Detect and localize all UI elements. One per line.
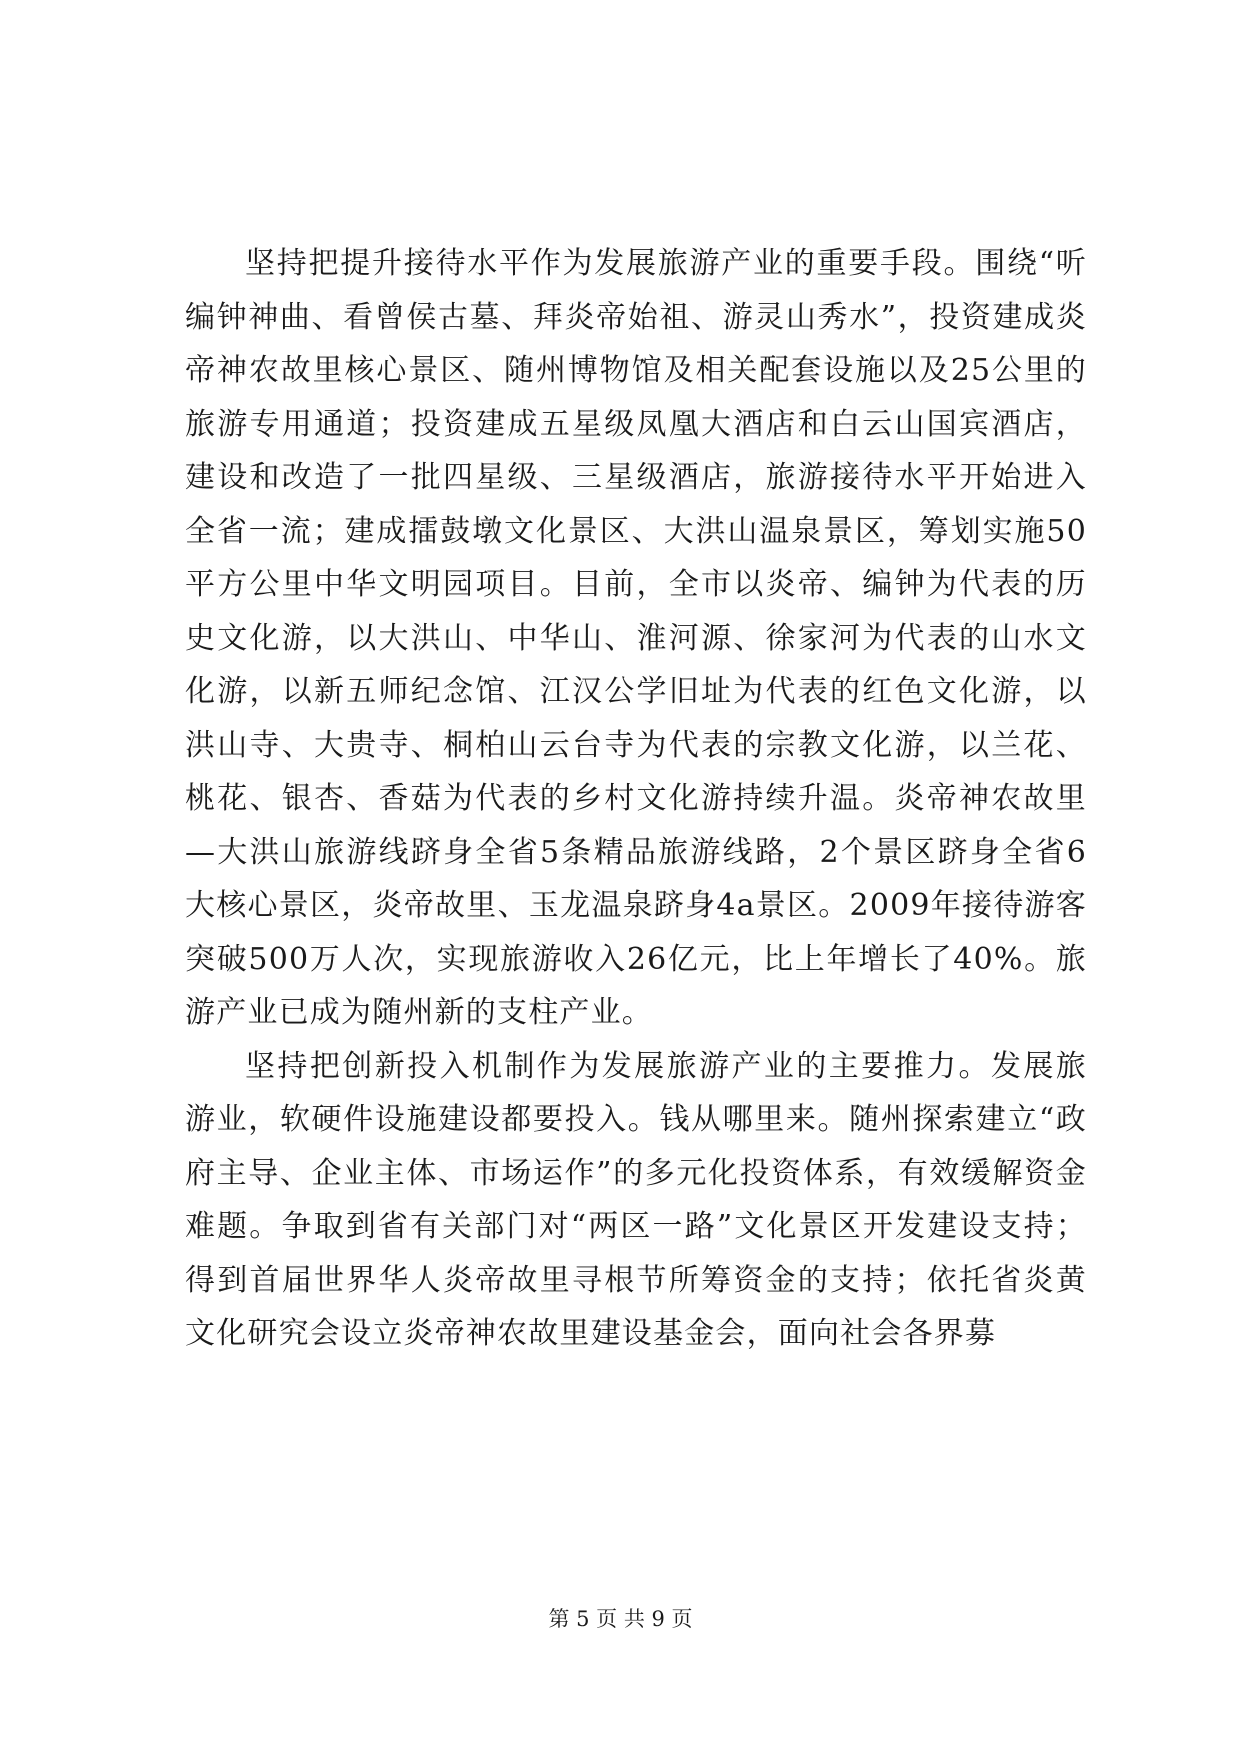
paragraph-investment-mechanism: 坚持把创新投入机制作为发展旅游产业的主要推力。发展旅游业，软硬件设施建设都要投入。钱从哪里来。随州探索建立“政府主导、企业主体、市场运作”的多元化投资体系，有效缓解资金难题。争取到省有关部门对“两区一路”文化景区开发建设支持；得到首届世界华人炎帝故里寻根节所筹资金的支持；依托省炎黄文化研究会设立炎帝神农故里建设基金会，面向社会各界募	[185, 1048, 1087, 1351]
paragraph-tourism-reception: 坚持把提升接待水平作为发展旅游产业的重要手段。围绕“听编钟神曲、看曾侯古墓、拜炎帝始祖、游灵山秀水”，投资建成炎帝神农故里核心景区、随州博物馆及相关配套设施以及25公里的旅游专用通道；投资建成五星级凤凰大酒店和白云山国宾酒店，建设和改造了一批四星级、三星级酒店，旅游接待水平开始进入全省一流；建成擂鼓墩文化景区、大洪山温泉景区，筹划实施50平方公里中华文明园项目。目前，全市以炎帝、编钟为代表的历史文化游，以大洪山、中华山、淮河源、徐家河为代表的山水文化游，以新五师纪念馆、江汉公学旧址为代表的红色文化游，以洪山寺、大贵寺、桐柏山云台寺为代表的宗教文化游，以兰花、桃花、银杏、香菇为代表的乡村文化游持续升温。炎帝神农故里—大洪山旅游线跻身全省5条精品旅游线路，2个景区跻身全省6大核心景区，炎帝故里、玉龙温泉跻身4a景区。2009年接待游客突破500万人次，实现旅游收入26亿元，比上年增长了40%。旅游产业已成为随州新的支柱产业。	[185, 246, 1087, 1030]
document-body	[185, 237, 1087, 1361]
page-footer: 第 5 页 共 9 页	[548, 1607, 693, 1631]
